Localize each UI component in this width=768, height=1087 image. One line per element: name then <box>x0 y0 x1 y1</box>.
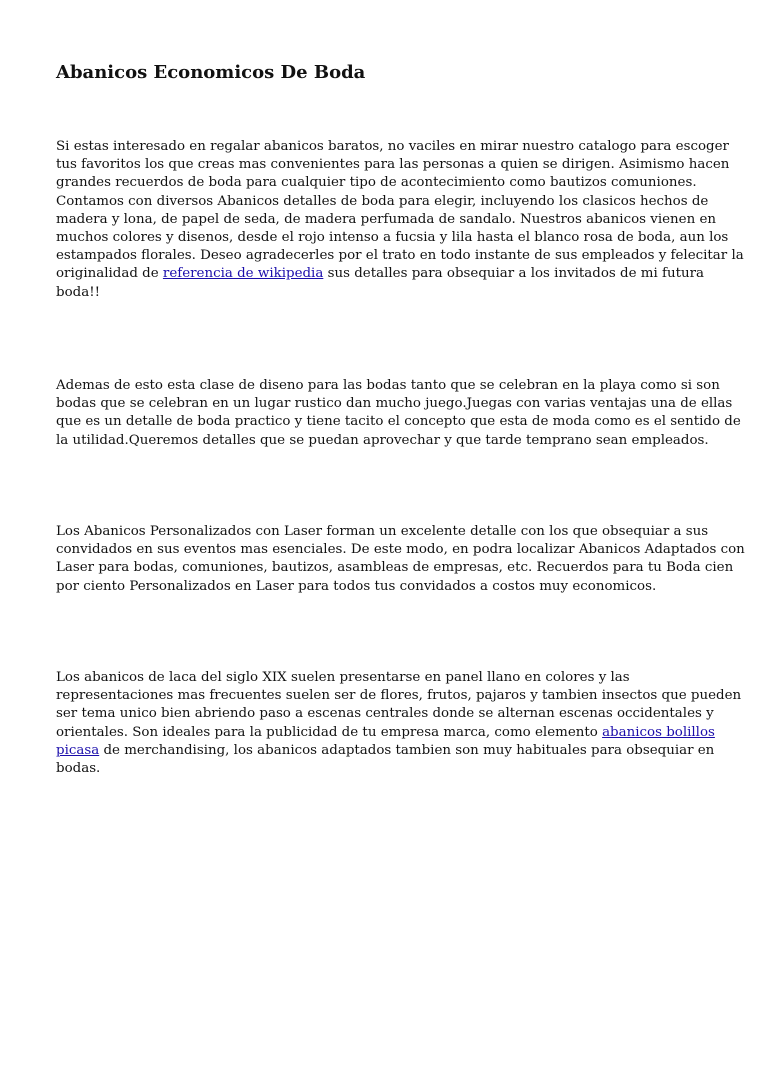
wikipedia-reference-link[interactable]: referencia de wikipedia <box>162 266 324 282</box>
text-line <box>56 265 718 283</box>
text-line: que es un detalle de boda practico y tiene tacito el concepto que esta de moda como es el sentido de <box>56 414 741 430</box>
text-line: por ciento Personalizados en Laser para todos tus convidados a costos muy economicos. <box>56 578 657 594</box>
paragraph-1 <box>56 138 744 302</box>
text-line <box>56 724 718 742</box>
text-line: Si estas interesado en regalar abanicos baratos, no vaciles en mirar nuestro catalogo para escoger <box>56 139 729 154</box>
text-line: grandes recuerdos de boda para cualquier tipo de acontecimiento como bautizos comuniones. <box>56 175 697 191</box>
text-line: convidados en sus eventos mas esenciales. De este modo, en podra localizar Abanicos Adaptados con <box>56 542 745 558</box>
page-title: Abanicos Economicos De Boda <box>56 62 366 83</box>
text-line <box>56 742 718 760</box>
text-segment: orientales. Son ideales para la publicidad de tu empresa marca, como elemento <box>56 724 603 740</box>
text-segment: originalidad de <box>56 266 163 282</box>
paragraph-2 <box>56 377 741 450</box>
text-line: madera y lona, de papel de seda, de madera perfumada de sandalo. Nuestros abanicos vienen en <box>56 211 717 227</box>
text-line: Ademas de esto esta clase de diseno para las bodas tanto que se celebran en la playa como si son <box>56 378 720 393</box>
text-line: estampados florales. Deseo agradecerles por el trato en todo instante de sus empleados y felecitar la <box>56 248 744 264</box>
text-line: muchos colores y disenos, desde el rojo intenso a fucsia y lila hasta el blanco rosa de boda, aun los <box>56 230 729 246</box>
text-line: representaciones mas frecuentes suelen ser de flores, frutos, pajaros y tambien insectos que pueden <box>56 688 742 704</box>
text-line: ser tema unico bien abriendo paso a escenas centrales donde se alternan escenas occidentales y <box>56 706 714 722</box>
text-line: boda!! <box>56 284 100 300</box>
text-line: Los Abanicos Personalizados con Laser forman un excelente detalle con los que obsequiar a sus <box>56 524 709 539</box>
text-line: la utilidad.Queremos detalles que se puedan aprovechar y que tarde temprano sean empleados. <box>56 432 709 448</box>
text-line: Laser para bodas, comuniones, bautizos, asambleas de empresas, etc. Recuerdos para tu Boda cien <box>56 560 734 576</box>
text-segment: sus detalles para obsequiar a los invitados de mi futura <box>323 266 705 282</box>
paragraph-4 <box>56 669 742 778</box>
text-line: Los abanicos de laca del siglo XIX suelen presentarse en panel llano en colores y las <box>56 670 630 685</box>
paragraph-3 <box>56 523 745 596</box>
text-line: bodas que se celebran en un lugar rustico dan mucho juego.Juegas con varias ventajas una de ellas <box>56 396 733 412</box>
picasa-link[interactable]: picasa <box>56 742 100 758</box>
text-line: tus favoritos los que creas mas convenientes para las personas a quien se dirigen. Asimismo hacen <box>56 157 730 173</box>
text-segment: de merchandising, los abanicos adaptados tambien son muy habituales para obsequiar en <box>99 742 715 758</box>
abanicos-bolillos-link[interactable]: abanicos bolillos <box>602 724 715 740</box>
text-line: Contamos con diversos Abanicos detalles de boda para elegir, incluyendo los clasicos hechos de <box>56 193 709 209</box>
text-line: bodas. <box>56 761 101 777</box>
